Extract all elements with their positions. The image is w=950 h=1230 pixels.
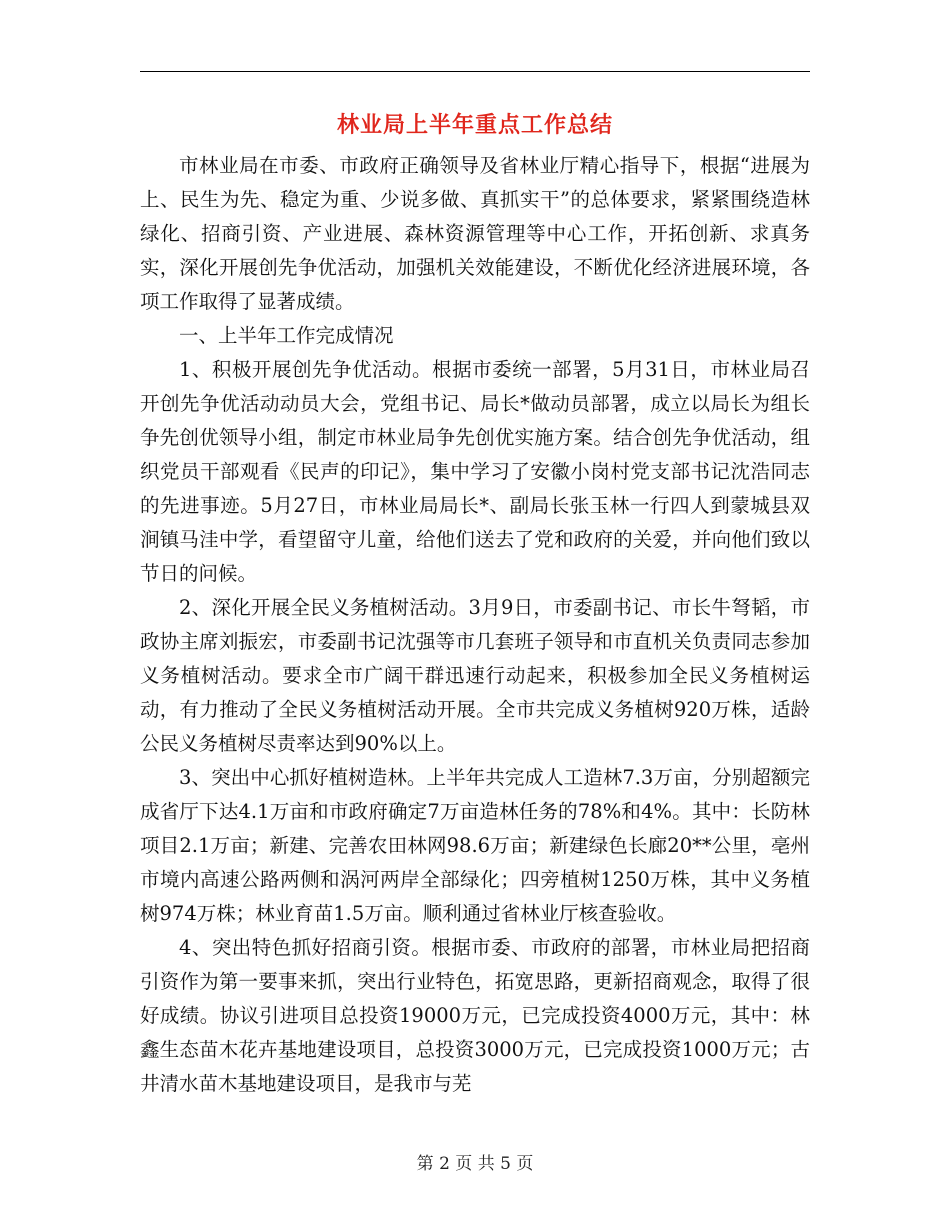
paragraph-item-1: 1、积极开展创先争优活动。根据市委统一部署，5月31日，市林业局召开创先争优活动动员大会，党组书记、局长*做动员部署，成立以局长为组长争先创优领导小组，制定市林业局争先创优实施方案。结合创先争优活动，组织党员干部观看《民声的印记》，集中学习了安徽小岗村党支部书记沈浩同志的先进事迹。5月27日，市林业局局长*、副局长张玉林一行四人到蒙城县双涧镇马洼中学，看望留守儿童，给他们送去了党和政府的关爱，并向他们致以节日的问候。: [140, 358, 810, 585]
paragraph-item-4: 4、突出特色抓好招商引资。根据市委、市政府的部署，市林业局把招商引资作为第一要事来抓，突出行业特色，拓宽思路，更新招商观念，取得了很好成绩。协议引进项目总投资19000万元，已完成投资4000万元，其中：林鑫生态苗木花卉基地建设项目，总投资3000万元，已完成投资1000万元；古井清水苗木基地建设项目，是我市与芜: [140, 936, 810, 1095]
section-heading: 一、上半年工作完成情况: [179, 324, 394, 347]
document-title: 林业局上半年重点工作总结: [336, 112, 613, 138]
paragraph-intro: 市林业局在市委、市政府正确领导及省林业厅精心指导下，根据“进展为上、民生为先、稳定为重、少说多做、真抓实干”的总体要求，紧紧围绕造林绿化、招商引资、产业进展、森林资源管理等中心工作，开拓创新、求真务实，深化开展创先争优活动，加强机关效能建设，不断优化经济进展环境，各项工作取得了显著成绩。: [140, 154, 810, 313]
document-body: [140, 149, 810, 1101]
paragraph-item-3: 3、突出中心抓好植树造林。上半年共完成人工造林7.3万亩，分别超额完成省厅下达4.1万亩和市政府确定7万亩造林任务的78%和4%。其中：长防林项目2.1万亩；新建、完善农田林网98.6万亩；新建绿色长廊20**公里，亳州市境内高速公路两侧和涡河两岸全部绿化；四旁植树1250万株，其中义务植树974万株；林业育苗1.5万亩。顺利通过省林业厅核查验收。: [140, 766, 810, 925]
paragraph-item-2: 2、深化开展全民义务植树活动。3月9日，市委副书记、市长牛弩韬，市政协主席刘振宏，市委副书记沈强等市几套班子领导和市直机关负责同志参加义务植树活动。要求全市广阔干群迅速行动起来，积极参加全民义务植树运动，有力推动了全民义务植树活动开展。全市共完成义务植树920万株，适龄公民义务植树尽责率达到90%以上。: [140, 596, 810, 755]
page-number-footer: 第 2 页 共 5 页: [416, 1154, 534, 1174]
header-rule: [140, 71, 810, 72]
